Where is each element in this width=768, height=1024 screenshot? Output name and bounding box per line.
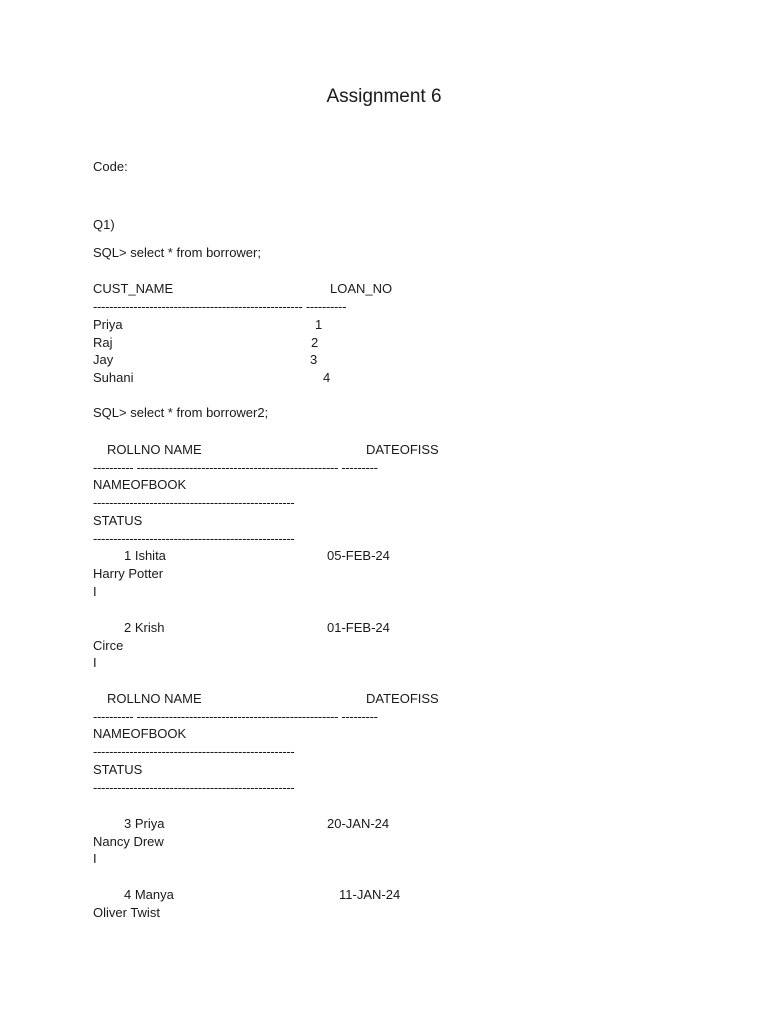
table-row-name: Jay [93,352,114,367]
table-row-name: Priya [93,317,123,332]
record-rollno-name: 1 Ishita [124,548,166,563]
record-rollno-name: 3 Priya [124,816,165,831]
page-title: Assignment 6 [326,86,442,107]
header-separator: ---------- -------------------------------------------------- --------- [93,460,378,475]
column-header-loan-no: LOAN_NO [330,281,393,296]
header-separator: -------------------------------------------------- [93,495,295,510]
record-book: Circe [93,638,124,653]
record-status: I [93,851,97,866]
record-book: Nancy Drew [93,834,164,849]
column-header-status: STATUS [93,762,143,777]
column-header-dateofiss: DATEOFISS [366,691,439,706]
record-status: I [93,584,97,599]
column-header-rollno-name: ROLLNO NAME [107,691,202,706]
column-header-dateofiss: DATEOFISS [366,442,439,457]
record-rollno-name: 4 Manya [124,887,174,902]
record-date: 11-JAN-24 [339,887,401,902]
table-row-loan: 4 [323,370,331,385]
record-status: I [93,655,97,670]
record-date: 05-FEB-24 [327,548,390,563]
record-rollno-name: 2 Krish [124,620,165,635]
header-separator: -------------------------------------------------- [93,780,295,795]
column-header-status: STATUS [93,513,143,528]
sql-query-2: SQL> select * from borrower2; [93,405,269,420]
table-row-loan: 1 [315,317,323,332]
column-header-cust-name: CUST_NAME [93,281,174,296]
question-label: Q1) [93,217,115,232]
table-row-name: Suhani [93,370,134,385]
code-label: Code: [93,159,128,174]
record-date: 20-JAN-24 [327,816,390,831]
header-separator: -------------------------------------------------- [93,531,295,546]
record-book: Oliver Twist [93,905,160,920]
record-date: 01-FEB-24 [327,620,390,635]
header-separator: ---------- -------------------------------------------------- --------- [93,709,378,724]
record-book: Harry Potter [93,566,164,581]
sql-query-1: SQL> select * from borrower; [93,245,261,260]
header-separator: -------------------------------------------------- [93,744,295,759]
table-row-loan: 3 [310,352,318,367]
table-row-name: Raj [93,335,113,350]
column-header-rollno-name: ROLLNO NAME [107,442,202,457]
table-row-loan: 2 [311,335,319,350]
header-separator: ---------------------------------------------------- ---------- [93,299,347,314]
column-header-nameofbook: NAMEOFBOOK [93,477,187,492]
column-header-nameofbook: NAMEOFBOOK [93,726,187,741]
